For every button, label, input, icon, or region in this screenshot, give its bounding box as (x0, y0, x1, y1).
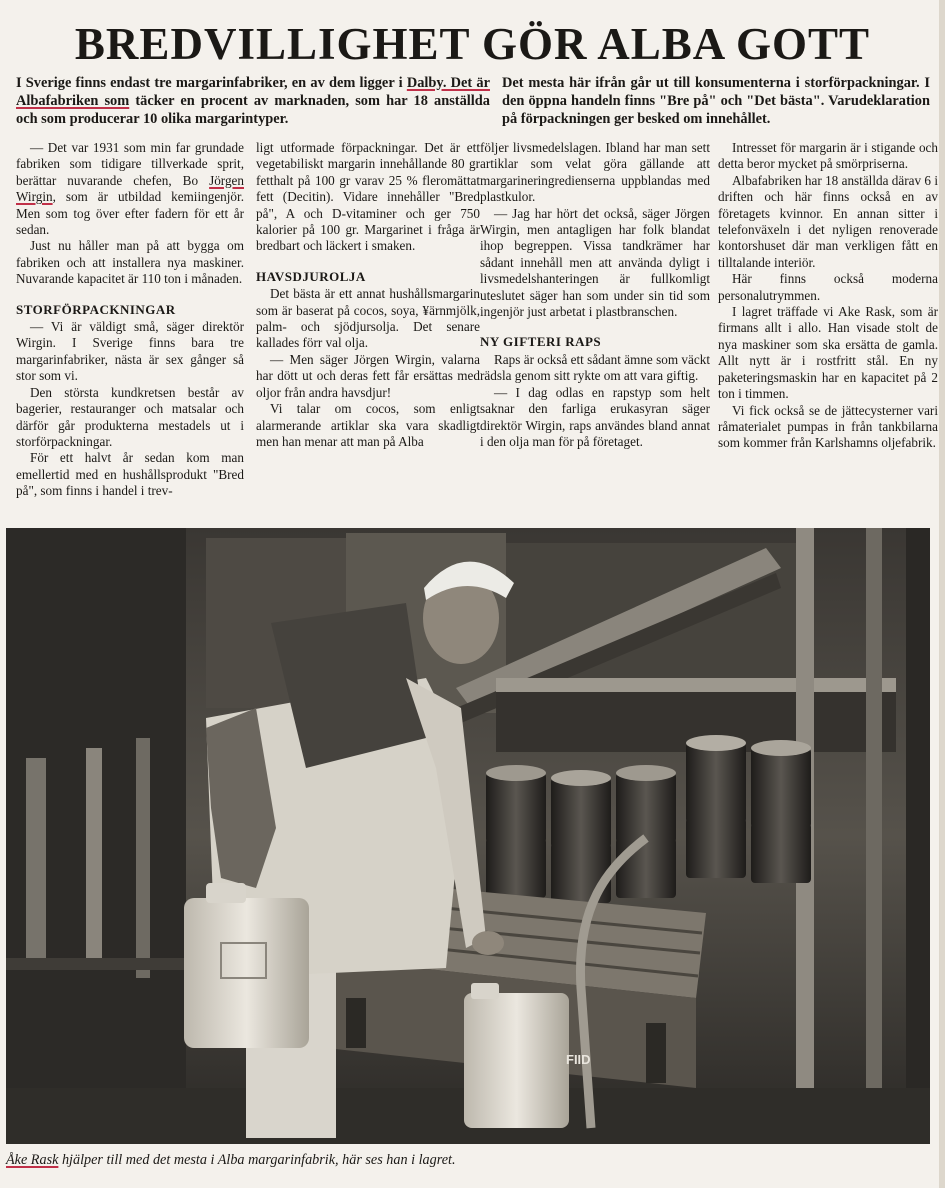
col4-paragraph-3: Här finns också moderna personalutrymmen. (718, 271, 938, 303)
col2-paragraph-3: — Men säger Jörgen Wirgin, valarna har dött ut och deras fett får ersättas med oljor från andra havsdjur! (256, 351, 480, 400)
col2-subheading: HAVSDJUROLJA (256, 268, 366, 284)
col1-paragraph-4: Den största kundkretsen består av bagerier, restauranger och matsalar och därför går produkterna mestadels ut i storförpackningar. (16, 384, 244, 449)
column-2 (256, 140, 480, 450)
col1-paragraph-2: Just nu håller man på att bygga om fabriken och att installera nya maskiner. Nuvarande kapacitet är 110 ton i månaden. (16, 238, 244, 287)
col1-p1-text-b: , som är utbildad kemiingenjör. Men som tog över efter fadern för ett år sedan. (16, 189, 244, 238)
pallet-can-label: FIID (566, 1052, 591, 1067)
caption-text: hjälper till med det mesta i Alba margarinfabrik, här ses han i lagret. (58, 1152, 456, 1168)
col2-paragraph-2: Det bästa är ett annat hushållsmargarin som är baserat på cocos, soya, ¥ärnmjölk, palm- och sjödjursolja. Det senare kallades förr val olja. (256, 286, 480, 351)
col1-paragraph-3: — Vi är väldigt små, säger direktör Wirgin. I Sverige finns bara tre margarinfabriker, nästa är sex gånger så stor som vi. (16, 319, 244, 384)
col2-paragraph-1: ligt utformade förpackningar. Det är ett vegetabiliskt margarin innehållande 80 gr fetthalt på 100 gr varav 25 % fleromättat fett (Decitin). Vidare innehåller "Bred på", A och D-vitaminer och ger 750 kalorier på 100 gr. Margarinet i fråga är bredbart och läckert i smaken. (256, 140, 480, 254)
col1-paragraph-5: För ett halvt år sedan kom man emellertid med en hushållsprodukt "Bred på", som finns i handel i trev- (16, 450, 244, 499)
lead-paragraph-right: Det mesta här ifrån går ut till konsumenterna i storförpackningar. I den öppna handeln finns "Bre på" och "Det bästa". Varudeklaration på förpackningen ger besked om innehållet. (502, 75, 930, 127)
col4-paragraph-1: Intresset för margarin är i stigande och detta beror mycket på smörpriserna. (718, 140, 938, 172)
col4-paragraph-2: Albafabriken har 18 anställda därav 6 i driften och här finns också en av företagets kvinnor. En annan sitter i telefonväxeln i det nyligen renoverade kontorshuset där man verkligen fått en tilltalande interiör. (718, 172, 938, 270)
lead-left-text-2: täcker en procent av marknaden, som har 18 anställda och som producerar 10 olika margarintyper. (16, 93, 490, 127)
headline: BREDVILLIGHET GÖR ALBA GOTT (74, 19, 871, 69)
col3-paragraph-2: — Jag har hört det också, säger Jörgen Wirgin, men antagligen har folk blandat ihop begreppen. Vissa tandkrämer har sådant innehåll men att använda dyligt i livsmedelshanteringen är fullkomligt uteslutet säger han som under sin tid som ingenjör just arbetat i plastbranschen. (480, 205, 710, 320)
caption-name: Åke Rask (6, 1152, 59, 1168)
warehouse-photo (6, 528, 930, 1144)
lead-left-text-1: I Sverige finns endast tre margarinfabriker, en av dem ligger i (16, 75, 407, 91)
col1-subheading: STORFÖRPACKNINGAR (16, 301, 176, 317)
col2-paragraph-4: Vi talar om cocos, som enligt alarmerande artiklar ska vara skadligt men han menar att man på Alba (256, 401, 480, 449)
col1-p1-name: Jörgen Wirgin (16, 172, 244, 205)
column-3 (480, 140, 710, 450)
column-4 (718, 140, 938, 452)
photo-caption (6, 1148, 930, 1172)
col3-subheading: NY GIFTERI RAPS (480, 334, 602, 350)
col4-paragraph-5: Vi fick också se de jättecysterner vari råmaterialet pumpas in från tankbilarna som kommer från Karlshamns oljefabrik. (718, 402, 938, 451)
col1-paragraph-1 (16, 140, 244, 238)
col1-p1-text-a: — Det var 1931 som min far grundade fabriken som tidigare tillverkade sprit, berättar nuvarande chefen, Bo (16, 140, 244, 188)
lead-paragraph-left (16, 74, 490, 128)
warehouse-photo-illustration (6, 528, 930, 1144)
column-1 (16, 140, 244, 500)
col3-paragraph-1: följer livsmedelslagen. Ibland har man sett artiklar som velat göra gällande att margarineringredienserna uppblandas med plastkulor. (480, 140, 710, 205)
col4-paragraph-4: I lagret träffade vi Ake Rask, som är firmans allt i allo. Han visade stolt de nya maskiner som ska ersätta de gamla. Allt nytt är i rostfritt stål. En ny paketeringsmaskin har en kapacitet på 2 ton i timmen. (718, 304, 938, 402)
lead-left-highlight: Dalby. Det är Albafabriken som (16, 75, 490, 109)
col3-paragraph-4: — I dag odlas en rapstyp som helt saknar den farliga erukasyran säger direktör Wirgin, raps användes bland annat i den olja man för på företaget. (480, 384, 710, 449)
col3-paragraph-3: Raps är också ett sådant ämne som väckt rädsla genom sitt rykte om att vara giftig. (480, 351, 710, 384)
